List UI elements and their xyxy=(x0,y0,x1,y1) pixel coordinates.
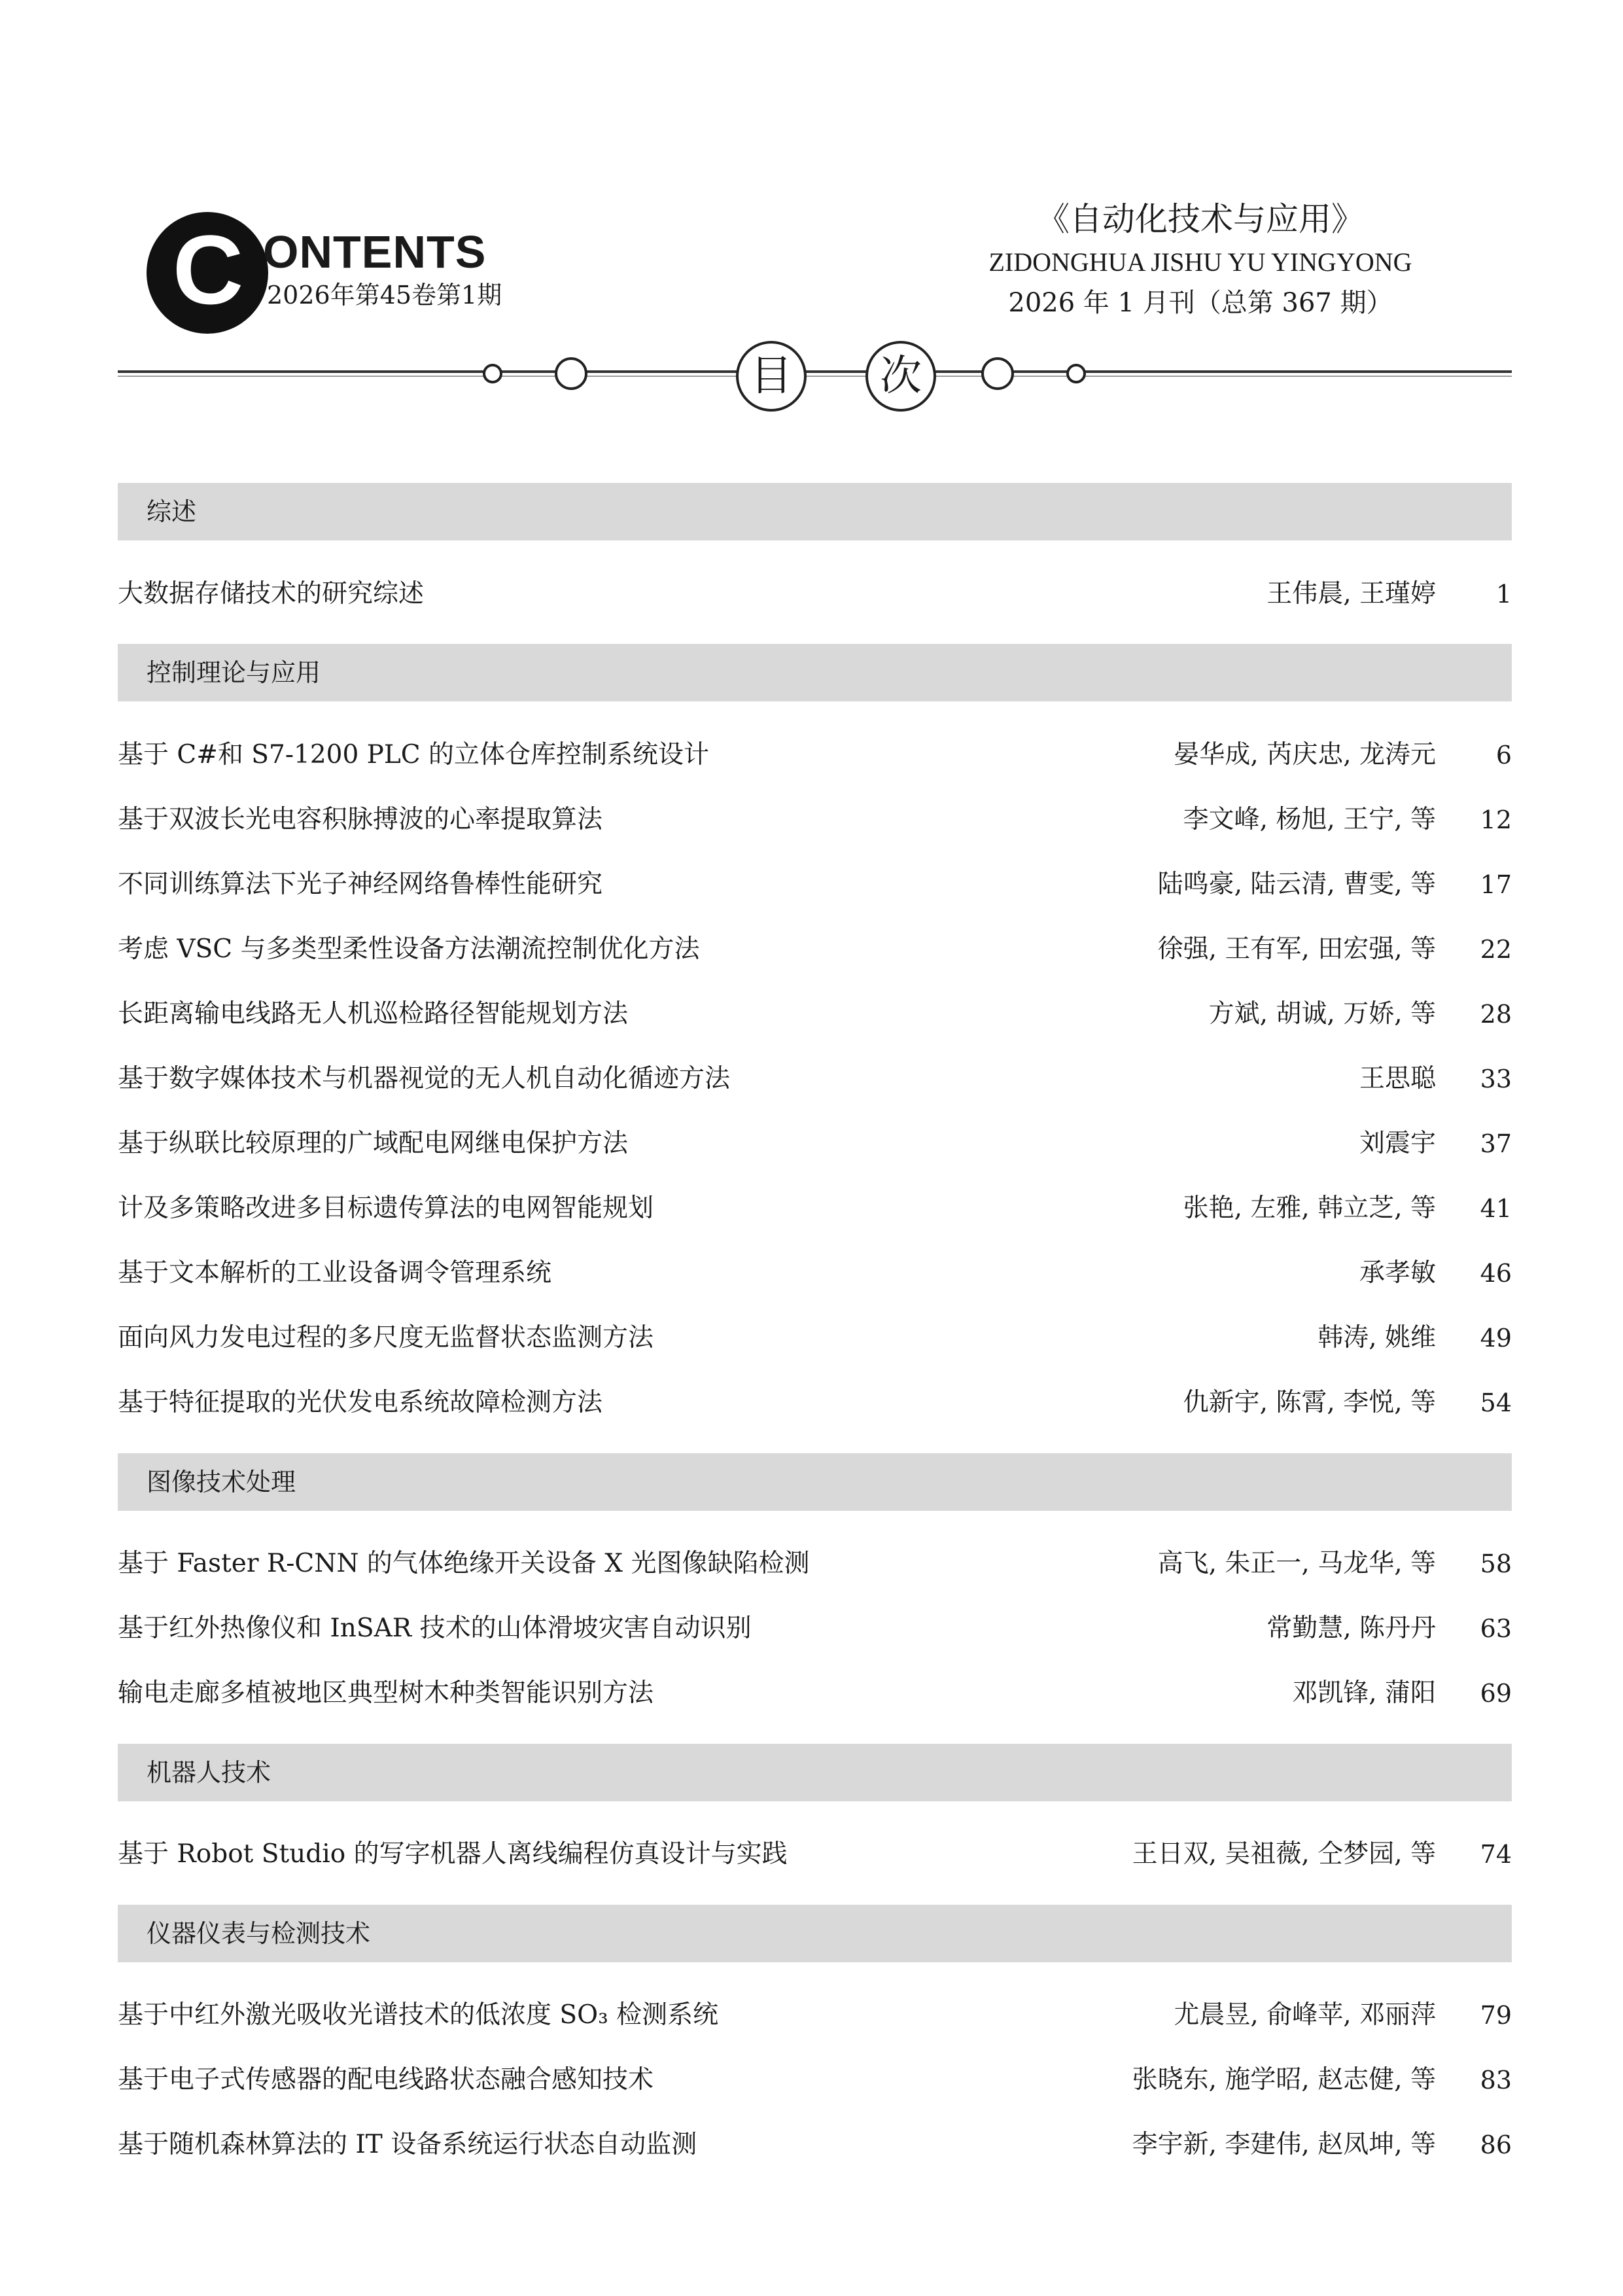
section-label: 仪器仪表与检测技术 xyxy=(147,1919,371,1948)
article-title: 基于中红外激光吸收光谱技术的低浓度 SO₃ 检测系统 xyxy=(118,2000,719,2030)
journal-title: 《自动化技术与应用》 xyxy=(1037,200,1364,238)
article-title: 计及多策略改进多目标遗传算法的电网智能规划 xyxy=(118,1193,654,1223)
toc-entry[interactable] xyxy=(118,1674,1512,1713)
article-title: 基于数字媒体技术与机器视觉的无人机自动化循迹方法 xyxy=(118,1064,731,1093)
toc-entry[interactable] xyxy=(118,1609,1512,1648)
small-circle-right xyxy=(1068,365,1085,382)
article-page: 6 xyxy=(1495,741,1512,769)
article-authors: 刘震宇 xyxy=(1359,1129,1436,1158)
contents-logo xyxy=(145,211,270,335)
toc-entry[interactable] xyxy=(118,930,1512,969)
article-title: 不同训练算法下光子神经网络鲁棒性能研究 xyxy=(118,870,603,899)
article-page: 74 xyxy=(1480,1840,1512,1869)
article-authors: 张晓东, 施学昭, 赵志健, 等 xyxy=(1132,2065,1436,2094)
section-label: 控制理论与应用 xyxy=(147,658,321,687)
article-page: 83 xyxy=(1480,2066,1512,2094)
article-page: 22 xyxy=(1480,935,1512,964)
article-authors: 尤晨昱, 俞峰苹, 邓丽萍 xyxy=(1174,2000,1436,2030)
article-authors: 承孝敏 xyxy=(1359,1258,1436,1288)
article-title: 大数据存储技术的研究综述 xyxy=(118,579,425,609)
journal-pinyin: ZIDONGHUA JISHU YU YINGYONG xyxy=(988,247,1412,277)
section-label: 图像技术处理 xyxy=(147,1468,296,1496)
article-page: 41 xyxy=(1480,1194,1512,1223)
article-title: 基于纵联比较原理的广域配电网继电保护方法 xyxy=(118,1129,629,1158)
toc-entry[interactable] xyxy=(118,800,1512,839)
section-header xyxy=(118,1453,1512,1511)
article-page: 49 xyxy=(1480,1324,1512,1352)
toc-entry[interactable] xyxy=(118,865,1512,904)
article-authors: 陆鸣豪, 陆云清, 曹雯, 等 xyxy=(1157,870,1436,899)
article-page: 58 xyxy=(1480,1549,1512,1578)
article-authors: 韩涛, 姚维 xyxy=(1318,1323,1436,1352)
toc-entry[interactable] xyxy=(118,1059,1512,1099)
article-page: 69 xyxy=(1480,1679,1512,1708)
article-title: 长距离输电线路无人机巡检路径智能规划方法 xyxy=(118,999,629,1029)
toc-entry[interactable] xyxy=(118,1189,1512,1228)
article-authors: 高飞, 朱正一, 马龙华, 等 xyxy=(1157,1549,1436,1578)
section-header xyxy=(118,1905,1512,1962)
article-title: 面向风力发电过程的多尺度无监督状态监测方法 xyxy=(118,1323,654,1352)
small-circle-left xyxy=(484,365,501,382)
article-page: 46 xyxy=(1480,1259,1512,1288)
article-title: 基于文本解析的工业设备调令管理系统 xyxy=(118,1258,552,1288)
article-authors: 晏华成, 芮庆忠, 龙涛元 xyxy=(1174,740,1436,769)
section-label: 综述 xyxy=(147,497,197,526)
toc-entry[interactable] xyxy=(118,1996,1512,2035)
journal-info xyxy=(932,196,1469,323)
article-page: 17 xyxy=(1480,870,1512,899)
toc-entry[interactable] xyxy=(118,735,1512,775)
article-title: 基于 Robot Studio 的写字机器人离线编程仿真设计与实践 xyxy=(118,1839,788,1869)
section-label: 机器人技术 xyxy=(147,1758,271,1787)
article-authors: 方斌, 胡诚, 万娇, 等 xyxy=(1208,999,1436,1029)
article-authors: 王伟晨, 王瑾婷 xyxy=(1266,579,1436,609)
section-header xyxy=(118,483,1512,540)
article-page: 33 xyxy=(1480,1065,1512,1093)
toc-char-ci: 次 xyxy=(880,352,922,400)
toc-entry[interactable] xyxy=(118,1383,1512,1422)
toc-entry[interactable] xyxy=(118,2125,1512,2164)
toc-char-mu: 目 xyxy=(750,352,792,400)
contents-heading: ONTENTS xyxy=(263,226,487,277)
article-title: 输电走廊多植被地区典型树木种类智能识别方法 xyxy=(118,1678,654,1708)
article-title: 基于 Faster R-CNN 的气体绝缘开关设备 X 光图像缺陷检测 xyxy=(118,1549,810,1578)
article-page: 86 xyxy=(1480,2130,1512,2159)
article-authors: 王思聪 xyxy=(1359,1064,1436,1093)
section-header xyxy=(118,1744,1512,1801)
article-title: 基于随机森林算法的 IT 设备系统运行状态自动监测 xyxy=(118,2130,697,2159)
toc-entry[interactable] xyxy=(118,2060,1512,2100)
medium-circle-left xyxy=(556,359,586,389)
article-page: 54 xyxy=(1480,1388,1512,1417)
article-authors: 张艳, 左雅, 韩立芝, 等 xyxy=(1183,1193,1436,1223)
article-title: 基于电子式传感器的配电线路状态融合感知技术 xyxy=(118,2065,654,2094)
article-title: 基于双波长光电容积脉搏波的心率提取算法 xyxy=(118,805,603,834)
toc-entry[interactable] xyxy=(118,1124,1512,1163)
toc-entry[interactable] xyxy=(118,1318,1512,1358)
toc-entry[interactable] xyxy=(118,574,1512,614)
article-page: 79 xyxy=(1480,2001,1512,2030)
article-title: 考虑 VSC 与多类型柔性设备方法潮流控制优化方法 xyxy=(118,934,700,964)
toc-ornament xyxy=(118,327,1512,419)
article-authors: 邓凯锋, 蒲阳 xyxy=(1292,1678,1436,1708)
article-authors: 常勤慧, 陈丹丹 xyxy=(1266,1614,1436,1643)
logo-letter: C xyxy=(172,215,244,325)
article-authors: 李文峰, 杨旭, 王宁, 等 xyxy=(1183,805,1436,834)
article-page: 1 xyxy=(1495,580,1512,609)
toc-entry[interactable] xyxy=(118,1544,1512,1583)
article-authors: 王日双, 吴祖薇, 仝梦园, 等 xyxy=(1132,1839,1436,1869)
toc-entry[interactable] xyxy=(118,1835,1512,1874)
journal-issue: 2026 年 1 月刊（总第 367 期） xyxy=(1008,288,1393,318)
article-authors: 仇新宇, 陈霄, 李悦, 等 xyxy=(1183,1388,1436,1417)
article-authors: 徐强, 王有军, 田宏强, 等 xyxy=(1157,934,1436,964)
article-page: 37 xyxy=(1480,1129,1512,1158)
article-authors: 李宇新, 李建伟, 赵凤坤, 等 xyxy=(1132,2130,1436,2159)
article-title: 基于红外热像仪和 InSAR 技术的山体滑坡灾害自动识别 xyxy=(118,1614,752,1643)
issue-line: 2026年第45卷第1期 xyxy=(267,281,502,309)
article-page: 28 xyxy=(1480,1000,1512,1029)
toc-entry[interactable] xyxy=(118,1254,1512,1293)
article-title: 基于 C#和 S7-1200 PLC 的立体仓库控制系统设计 xyxy=(118,740,710,769)
article-page: 63 xyxy=(1480,1614,1512,1643)
section-header xyxy=(118,644,1512,701)
medium-circle-right xyxy=(983,359,1013,389)
toc-entry[interactable] xyxy=(118,995,1512,1034)
article-page: 12 xyxy=(1480,805,1512,834)
article-title: 基于特征提取的光伏发电系统故障检测方法 xyxy=(118,1388,603,1417)
